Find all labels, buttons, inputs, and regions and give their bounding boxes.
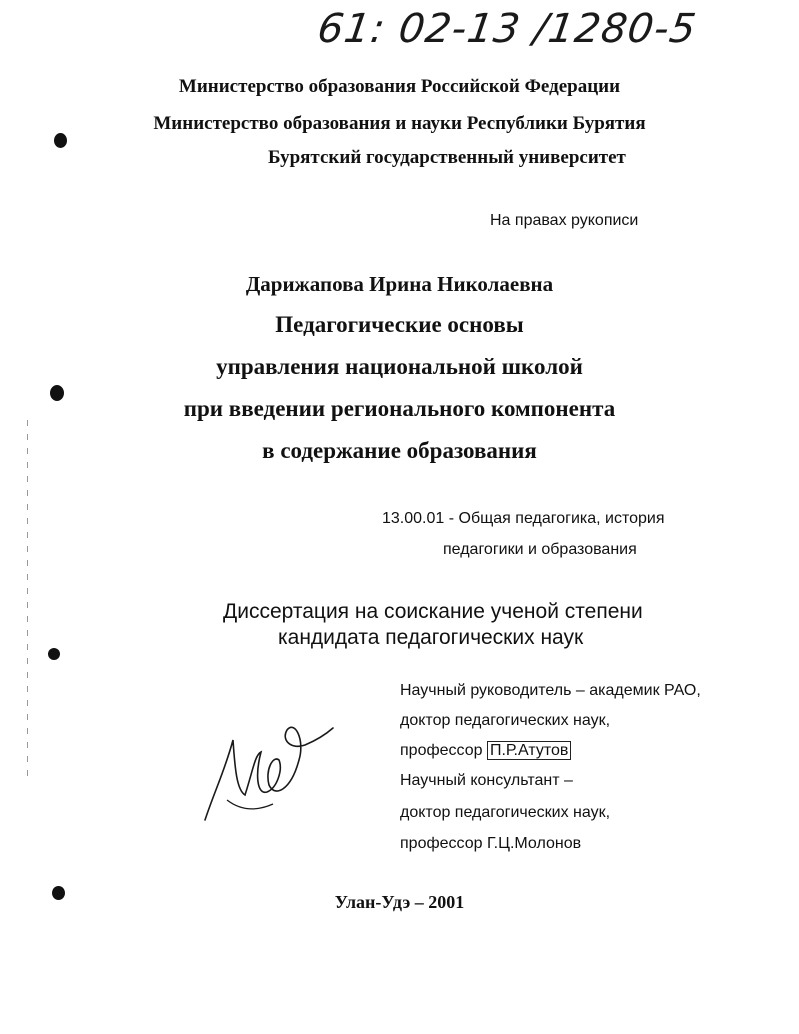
city-year: Улан-Удэ – 2001 [334, 892, 465, 912]
catalog-code: 61: 02-13 /1280-5 [314, 6, 700, 52]
title-line-4: в содержание образования [262, 438, 537, 463]
handwritten-signature [195, 700, 345, 830]
advisor-name-boxed: П.Р.Атутов [487, 741, 571, 760]
advisor-title: профессор [400, 742, 483, 759]
university-name: Бурятский государственный университет [268, 147, 626, 168]
title-line-2: управления национальной школой [216, 354, 583, 379]
title-line-3: при введении регионального компонента [183, 396, 616, 421]
specialty-line-1: 13.00.01 - Общая педагогика, история [382, 510, 665, 527]
specialty-line-2: педагогики и образования [443, 541, 637, 558]
punch-hole-mark [48, 648, 60, 660]
ministry-line-1: Министерство образования Российской Федерации [178, 76, 621, 97]
advisor-line-2: доктор педагогических наук, [400, 712, 611, 729]
ministry-line-2: Министерство образования и науки Республики Бурятия [153, 113, 646, 134]
author-name: Дарижапова Ирина Николаевна [245, 272, 554, 296]
advisor-line-3 [400, 742, 571, 760]
consultant-line-2: доктор педагогических наук, [400, 804, 611, 821]
punch-hole-mark [54, 133, 67, 148]
consultant-line-3: профессор Г.Ц.Молонов [400, 835, 582, 852]
title-line-1: Педагогические основы [275, 312, 524, 337]
advisor-line-1: Научный руководитель – академик РАО, [400, 682, 701, 699]
manuscript-note: На правах рукописи [490, 212, 639, 229]
degree-line-2: кандидата педагогических наук [278, 626, 584, 649]
degree-line-1: Диссертация на соискание ученой степени [223, 600, 643, 623]
consultant-line-1: Научный консультант – [400, 772, 573, 789]
scan-edge-line [27, 420, 28, 780]
